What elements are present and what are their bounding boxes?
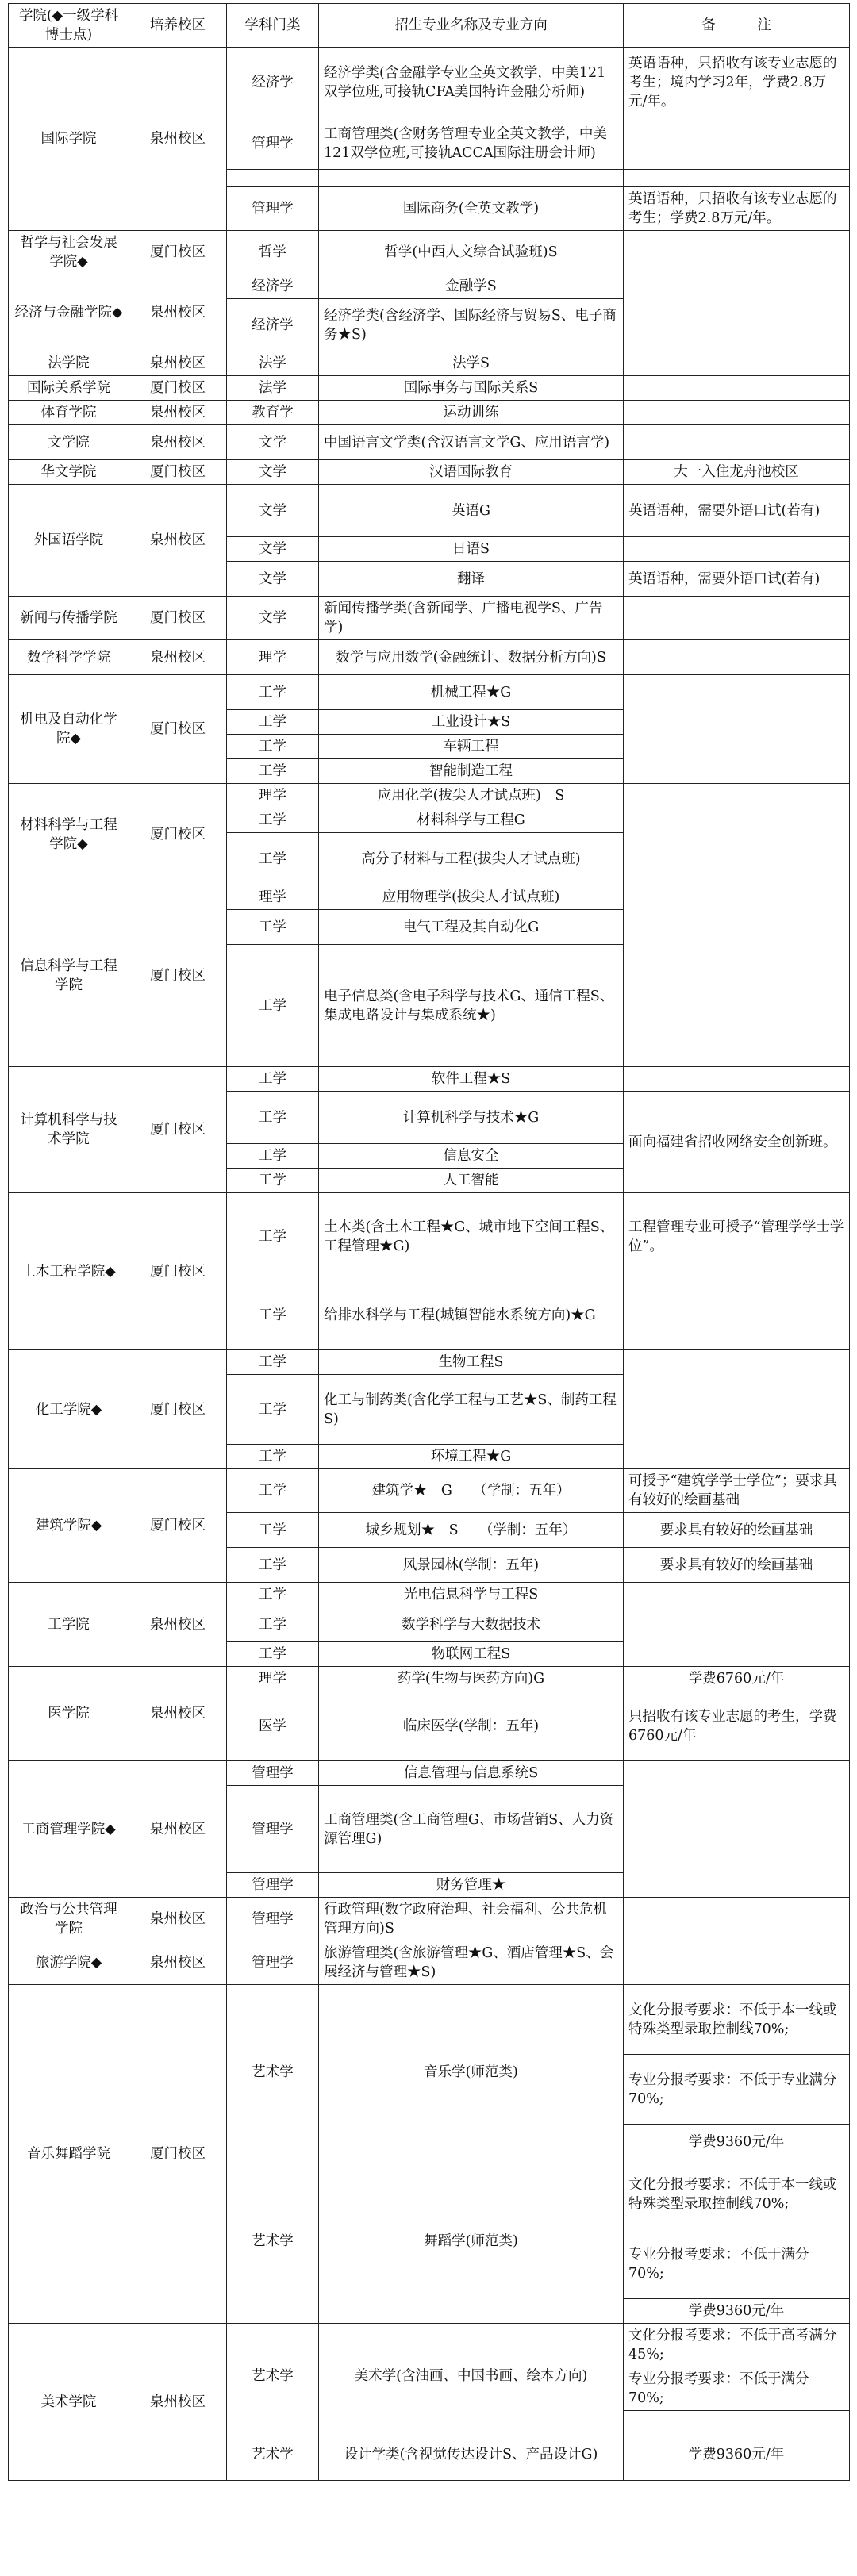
table-cell: 文学 (227, 537, 319, 562)
table-cell: 电子信息类(含电子科学与技术G、通信工程S、集成电路设计与集成系统★) (319, 945, 624, 1067)
table-cell (624, 351, 850, 376)
table-cell: 管理学 (227, 1898, 319, 1941)
table-cell: 机械工程★G (319, 675, 624, 710)
table-cell: 厦门校区 (129, 885, 227, 1067)
table-cell: 给排水科学与工程(城镇智能水系统方向)★G (319, 1280, 624, 1350)
table-cell (624, 1761, 850, 1898)
table-cell: 工商管理类(含工商管理G、市场营销S、人力资源管理G) (319, 1786, 624, 1873)
table-row (9, 231, 850, 274)
table-cell (624, 1067, 850, 1092)
table-cell: 哲学与社会发展学院◆ (9, 231, 129, 274)
table-cell: 软件工程★S (319, 1067, 624, 1092)
table-cell: 外国语学院 (9, 485, 129, 597)
table-cell: 经济学 (227, 48, 319, 117)
table-cell: 厦门校区 (129, 231, 227, 274)
table-cell (624, 885, 850, 1067)
table-cell: 管理学 (227, 187, 319, 231)
table-cell: 工学 (227, 1193, 319, 1280)
table-cell: 工学 (227, 1469, 319, 1513)
table-cell: 美术学(含油画、中国书画、绘本方向) (319, 2324, 624, 2428)
table-cell: 文学 (227, 460, 319, 485)
table-cell: 哲学(中西人文综合试验班)S (319, 231, 624, 274)
table-cell: 厦门校区 (129, 597, 227, 640)
table-cell: 文学 (227, 597, 319, 640)
table-cell: 专业分报考要求：不低于满分70%; (624, 2367, 850, 2411)
table-cell: 翻译 (319, 562, 624, 597)
table-cell: 泉州校区 (129, 2324, 227, 2481)
table-cell: 工学 (227, 1067, 319, 1092)
table-cell: 生物工程S (319, 1350, 624, 1375)
table-row (9, 376, 850, 401)
table-cell: 工学 (227, 1092, 319, 1144)
table-cell: 经济学 (227, 299, 319, 351)
table-cell: 学费6760元/年 (624, 1667, 850, 1691)
table-cell: 法学S (319, 351, 624, 376)
header-major: 招生专业名称及专业方向 (319, 4, 624, 48)
table-cell: 英语语种，只招收有该专业志愿的考生；境内学习2年，学费2.8万元/年。 (624, 48, 850, 117)
table-cell (624, 401, 850, 425)
table-cell: 工商管理类(含财务管理专业全英文教学，中美121双学位班,可接轨ACCA国际注册会计师) (319, 117, 624, 170)
table-cell (624, 597, 850, 640)
table-cell: 可授予“建筑学学士学位”；要求具有较好的绘画基础 (624, 1469, 850, 1513)
table-cell: 哲学 (227, 231, 319, 274)
table-row (9, 351, 850, 376)
table-cell: 专业分报考要求：不低于满分70%; (624, 2229, 850, 2299)
table-row (9, 1469, 850, 1513)
table-row (9, 485, 850, 537)
table-row (9, 274, 850, 299)
table-cell: 工商管理学院◆ (9, 1761, 129, 1898)
table-cell: 汉语国际教育 (319, 460, 624, 485)
table-row (9, 1667, 850, 1691)
table-row (9, 401, 850, 425)
table-cell: 经济与金融学院◆ (9, 274, 129, 351)
table-cell: 厦门校区 (129, 1350, 227, 1469)
table-cell: 泉州校区 (129, 640, 227, 675)
table-row (9, 1985, 850, 2055)
table-row (9, 784, 850, 808)
table-cell (624, 425, 850, 460)
table-row (9, 1067, 850, 1092)
table-cell (624, 117, 850, 170)
table-cell: 英语语种，需要外语口试(若有) (624, 562, 850, 597)
table-cell: 国际事务与国际关系S (319, 376, 624, 401)
table-cell: 泉州校区 (129, 485, 227, 597)
table-cell: 舞蹈学(师范类) (319, 2159, 624, 2324)
table-cell: 环境工程★G (319, 1445, 624, 1469)
header-campus: 培养校区 (129, 4, 227, 48)
table-cell: 建筑学院◆ (9, 1469, 129, 1583)
table-cell (624, 640, 850, 675)
table-cell: 工学 (227, 1548, 319, 1583)
table-cell: 艺术学 (227, 2428, 319, 2481)
table-cell (624, 170, 850, 187)
table-cell: 国际学院 (9, 48, 129, 231)
table-cell: 面向福建省招收网络安全创新班。 (624, 1092, 850, 1193)
admissions-table-page (8, 3, 849, 2481)
table-cell: 临床医学(学制：五年) (319, 1691, 624, 1761)
table-cell: 经济学类(含经济学、国际经济与贸易S、电子商务★S) (319, 299, 624, 351)
table-cell: 体育学院 (9, 401, 129, 425)
table-cell: 政治与公共管理学院 (9, 1898, 129, 1941)
table-cell: 人工智能 (319, 1169, 624, 1193)
table-cell (624, 537, 850, 562)
header-college: 学院(◆一级学科博士点) (9, 4, 129, 48)
table-cell: 数学科学学院 (9, 640, 129, 675)
table-cell: 要求具有较好的绘画基础 (624, 1548, 850, 1583)
table-cell: 厦门校区 (129, 675, 227, 784)
table-cell: 管理学 (227, 1761, 319, 1786)
table-row (9, 640, 850, 675)
table-cell: 只招收有该专业志愿的考生，学费6760元/年 (624, 1691, 850, 1761)
table-cell: 工学 (227, 1350, 319, 1375)
table-cell: 工学 (227, 1513, 319, 1548)
table-cell: 光电信息科学与工程S (319, 1583, 624, 1607)
table-cell: 艺术学 (227, 2159, 319, 2324)
table-cell: 文化分报考要求：不低于本一线或特殊类型录取控制线70%; (624, 1985, 850, 2055)
table-cell (624, 675, 850, 784)
table-cell: 运动训练 (319, 401, 624, 425)
table-cell: 化工学院◆ (9, 1350, 129, 1469)
table-cell: 国际关系学院 (9, 376, 129, 401)
table-row (9, 597, 850, 640)
table-cell: 英语语种，只招收有该专业志愿的考生；学费2.8万元/年。 (624, 187, 850, 231)
table-cell: 学费9360元/年 (624, 2125, 850, 2159)
table-cell: 信息安全 (319, 1144, 624, 1169)
table-cell: 经济学 (227, 274, 319, 299)
table-cell (319, 170, 624, 187)
table-row (9, 2324, 850, 2367)
table-cell: 管理学 (227, 117, 319, 170)
table-cell: 泉州校区 (129, 1667, 227, 1761)
table-cell: 工学 (227, 1169, 319, 1193)
table-cell: 金融学S (319, 274, 624, 299)
table-cell: 设计学类(含视觉传达设计S、产品设计G) (319, 2428, 624, 2481)
table-cell: 文学 (227, 562, 319, 597)
table-row (9, 425, 850, 460)
table-cell: 华文学院 (9, 460, 129, 485)
table-cell: 计算机科学与技术学院 (9, 1067, 129, 1193)
table-cell: 理学 (227, 640, 319, 675)
table-row (9, 885, 850, 910)
table-cell: 法学院 (9, 351, 129, 376)
table-cell: 英语语种，需要外语口试(若有) (624, 485, 850, 537)
table-cell: 理学 (227, 885, 319, 910)
table-cell: 法学 (227, 376, 319, 401)
table-cell: 文化分报考要求：不低于本一线或特殊类型录取控制线70%; (624, 2159, 850, 2229)
table-cell: 风景园林(学制：五年) (319, 1548, 624, 1583)
table-row (9, 1761, 850, 1786)
table-cell: 文学 (227, 485, 319, 537)
table-cell: 计算机科学与技术★G (319, 1092, 624, 1144)
table-cell: 中国语言文学类(含汉语言文学G、应用语言学) (319, 425, 624, 460)
table-cell: 信息科学与工程学院 (9, 885, 129, 1067)
table-cell: 文学 (227, 425, 319, 460)
table-cell: 泉州校区 (129, 351, 227, 376)
table-cell: 信息管理与信息系统S (319, 1761, 624, 1786)
table-cell: 泉州校区 (129, 1761, 227, 1898)
table-cell: 城乡规划★ S （学制：五年） (319, 1513, 624, 1548)
admissions-table (8, 3, 850, 2481)
table-cell (624, 1941, 850, 1985)
table-cell: 大一入住龙舟池校区 (624, 460, 850, 485)
table-cell: 厦门校区 (129, 1193, 227, 1350)
table-cell: 泉州校区 (129, 48, 227, 231)
table-cell: 工学院 (9, 1583, 129, 1667)
table-cell: 车辆工程 (319, 735, 624, 759)
table-cell: 应用物理学(拔尖人才试点班) (319, 885, 624, 910)
table-cell (624, 1280, 850, 1350)
table-cell: 艺术学 (227, 2324, 319, 2428)
table-cell: 管理学 (227, 1786, 319, 1873)
table-cell: 工学 (227, 675, 319, 710)
table-cell (624, 2411, 850, 2428)
table-cell: 工学 (227, 833, 319, 885)
table-cell: 新闻与传播学院 (9, 597, 129, 640)
table-cell: 工学 (227, 759, 319, 784)
table-row (9, 1193, 850, 1280)
table-cell: 工学 (227, 808, 319, 833)
table-cell: 财务管理★ (319, 1873, 624, 1898)
table-cell: 国际商务(全英文教学) (319, 187, 624, 231)
table-cell: 泉州校区 (129, 1898, 227, 1941)
table-cell: 药学(生物与医药方向)G (319, 1667, 624, 1691)
table-cell: 泉州校区 (129, 425, 227, 460)
table-cell (624, 1583, 850, 1667)
table-cell: 智能制造工程 (319, 759, 624, 784)
table-row (9, 460, 850, 485)
table-header-row (9, 4, 850, 48)
table-cell: 土木类(含土木工程★G、城市地下空间工程S、工程管理★G) (319, 1193, 624, 1280)
table-cell: 厦门校区 (129, 1469, 227, 1583)
table-cell: 理学 (227, 1667, 319, 1691)
table-cell: 文化分报考要求：不低于高考满分45%; (624, 2324, 850, 2367)
table-cell: 土木工程学院◆ (9, 1193, 129, 1350)
table-cell: 泉州校区 (129, 1941, 227, 1985)
table-cell: 医学 (227, 1691, 319, 1761)
table-row (9, 1583, 850, 1607)
table-cell: 经济学类(含金融学专业全英文教学，中美121双学位班,可接轨CFA美国特许金融分析师) (319, 48, 624, 117)
table-cell: 厦门校区 (129, 1985, 227, 2324)
table-cell: 建筑学★ G （学制：五年） (319, 1469, 624, 1513)
table-cell: 行政管理(数字政府治理、社会福利、公共危机管理方向)S (319, 1898, 624, 1941)
table-cell (227, 170, 319, 187)
table-cell: 数学与应用数学(金融统计、数据分析方向)S (319, 640, 624, 675)
header-notes: 备 注 (624, 4, 850, 48)
table-cell: 厦门校区 (129, 376, 227, 401)
table-cell: 物联网工程S (319, 1642, 624, 1667)
table-cell: 管理学 (227, 1873, 319, 1898)
table-row (9, 675, 850, 710)
table-cell: 学费9360元/年 (624, 2428, 850, 2481)
header-discipline: 学科门类 (227, 4, 319, 48)
table-body (9, 48, 850, 2481)
table-cell (624, 231, 850, 274)
table-cell: 泉州校区 (129, 274, 227, 351)
table-cell (624, 1350, 850, 1469)
table-cell: 教育学 (227, 401, 319, 425)
table-cell (624, 376, 850, 401)
table-cell: 应用化学(拔尖人才试点班) S (319, 784, 624, 808)
table-cell: 化工与制药类(含化学工程与工艺★S、制药工程S) (319, 1375, 624, 1445)
table-cell: 文学院 (9, 425, 129, 460)
table-cell: 材料科学与工程学院◆ (9, 784, 129, 885)
table-cell: 厦门校区 (129, 460, 227, 485)
table-cell: 数学科学与大数据技术 (319, 1607, 624, 1642)
table-cell: 材料科学与工程G (319, 808, 624, 833)
table-cell (624, 784, 850, 885)
table-cell: 音乐舞蹈学院 (9, 1985, 129, 2324)
table-cell: 厦门校区 (129, 1067, 227, 1193)
table-cell: 工学 (227, 1445, 319, 1469)
table-cell: 电气工程及其自动化G (319, 910, 624, 945)
table-cell: 工学 (227, 1642, 319, 1667)
table-row (9, 48, 850, 117)
table-cell: 厦门校区 (129, 784, 227, 885)
table-cell: 艺术学 (227, 1985, 319, 2159)
table-cell: 工业设计★S (319, 710, 624, 735)
table-cell: 专业分报考要求：不低于专业满分70%; (624, 2055, 850, 2125)
table-cell: 日语S (319, 537, 624, 562)
table-cell: 工程管理专业可授予“管理学学士学位”。 (624, 1193, 850, 1280)
table-row (9, 1350, 850, 1375)
table-cell: 美术学院 (9, 2324, 129, 2481)
table-row (9, 1941, 850, 1985)
table-cell: 工学 (227, 1583, 319, 1607)
table-cell: 泉州校区 (129, 401, 227, 425)
table-cell: 理学 (227, 784, 319, 808)
table-cell: 工学 (227, 1144, 319, 1169)
table-cell: 管理学 (227, 1941, 319, 1985)
table-cell: 工学 (227, 945, 319, 1067)
table-cell: 英语G (319, 485, 624, 537)
table-row (9, 1898, 850, 1941)
table-cell: 工学 (227, 1280, 319, 1350)
table-cell: 学费9360元/年 (624, 2299, 850, 2324)
table-cell: 法学 (227, 351, 319, 376)
table-cell: 高分子材料与工程(拔尖人才试点班) (319, 833, 624, 885)
table-cell (624, 274, 850, 351)
table-cell: 工学 (227, 710, 319, 735)
table-cell: 医学院 (9, 1667, 129, 1761)
table-cell: 新闻传播学类(含新闻学、广播电视学S、广告学) (319, 597, 624, 640)
table-cell: 工学 (227, 1375, 319, 1445)
table-cell: 机电及自动化学院◆ (9, 675, 129, 784)
table-cell: 旅游管理类(含旅游管理★G、酒店管理★S、会展经济与管理★S) (319, 1941, 624, 1985)
table-cell: 泉州校区 (129, 1583, 227, 1667)
table-cell: 工学 (227, 1607, 319, 1642)
table-cell: 要求具有较好的绘画基础 (624, 1513, 850, 1548)
table-cell: 音乐学(师范类) (319, 1985, 624, 2159)
table-cell (624, 1898, 850, 1941)
table-cell: 旅游学院◆ (9, 1941, 129, 1985)
table-cell: 工学 (227, 910, 319, 945)
table-cell: 工学 (227, 735, 319, 759)
